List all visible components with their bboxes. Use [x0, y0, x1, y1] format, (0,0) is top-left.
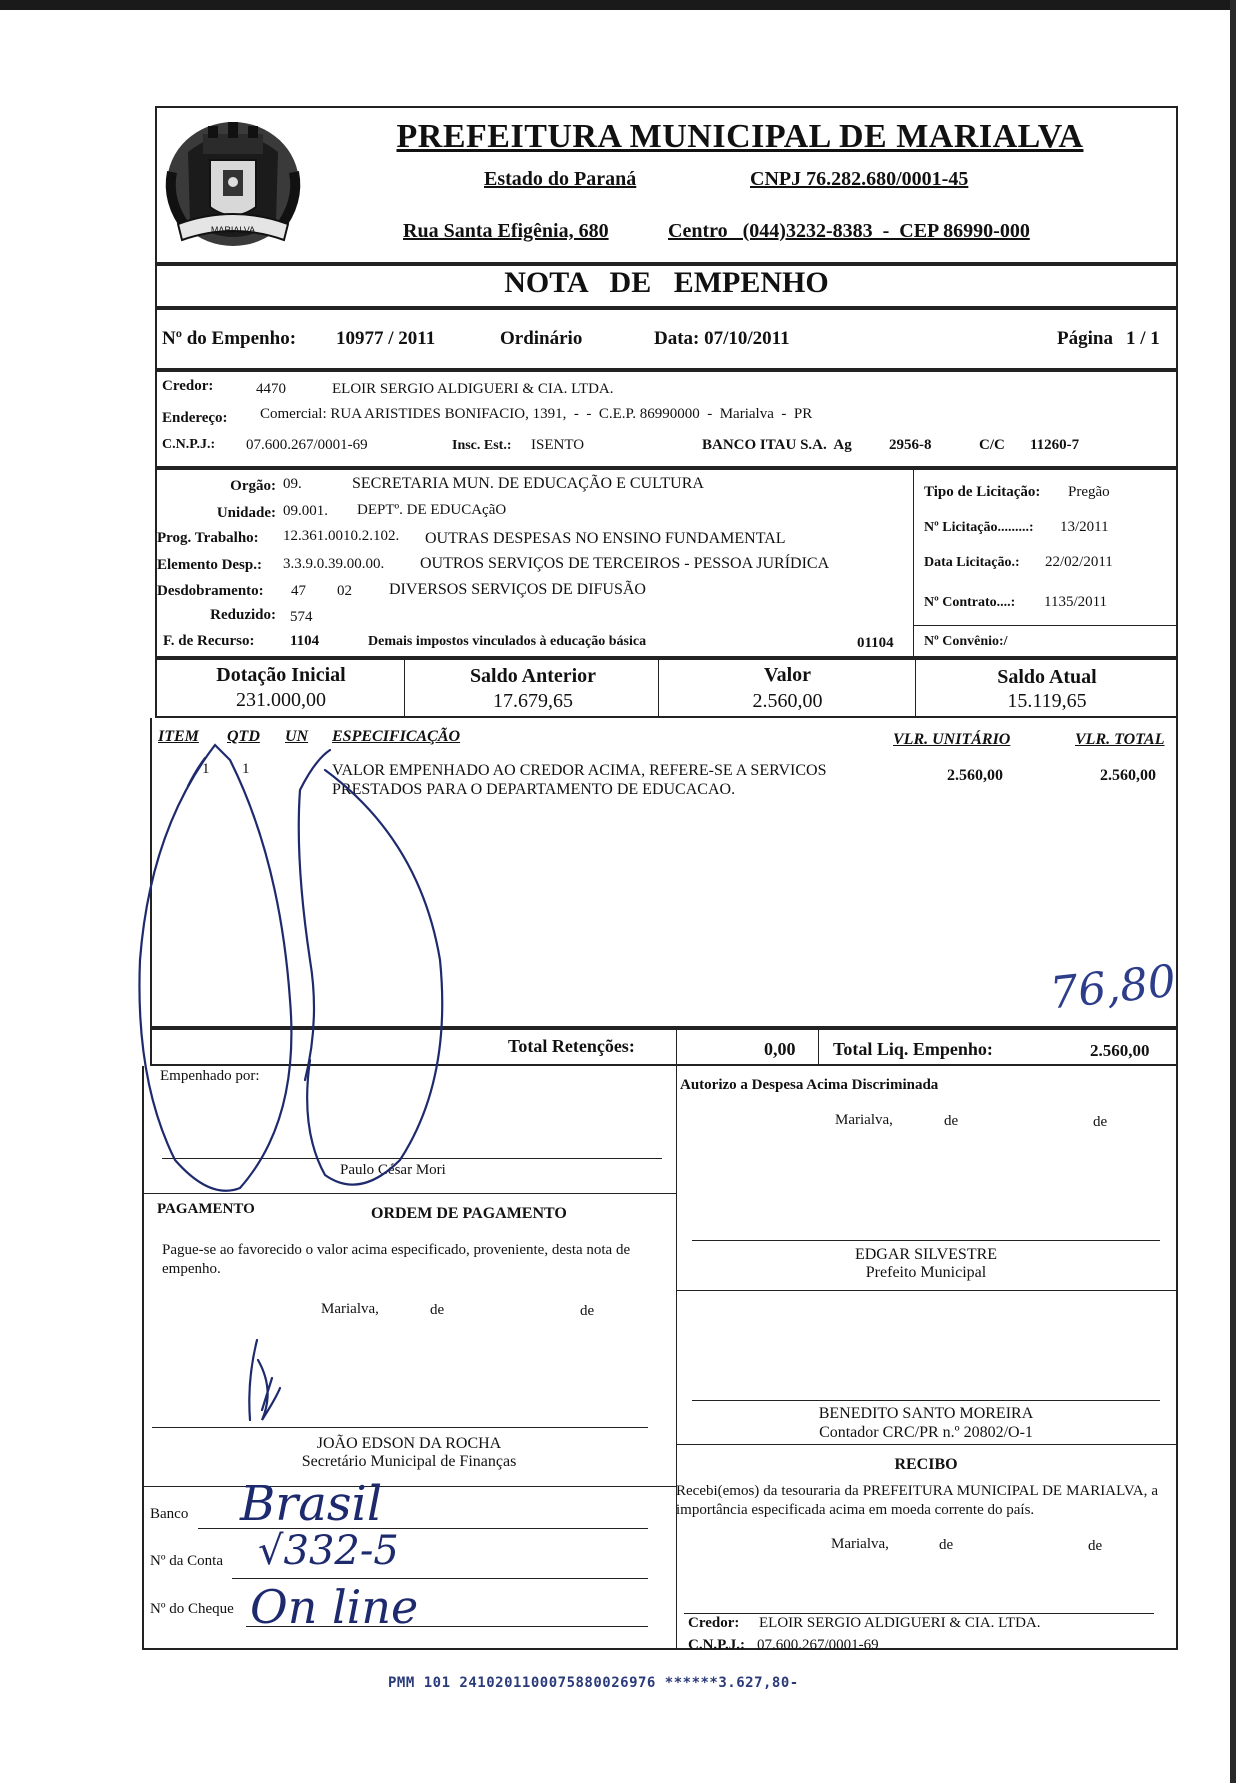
orgao-code: 09. [283, 476, 302, 492]
orgao-label: Orgão: [230, 478, 276, 494]
retencoes-label: Total Retenções: [508, 1036, 635, 1056]
elem-name: OUTROS SERVIÇOS DE TERCEIROS - PESSOA JURÍDICA [420, 555, 830, 572]
retencoes-value: 0,00 [764, 1039, 796, 1059]
banco-label: Banco [150, 1506, 189, 1522]
header-cnpj: CNPJ 76.282.680/0001-45 [750, 168, 969, 190]
elem-label: Elemento Desp.: [157, 557, 262, 573]
pagamento-de-2: de [580, 1303, 595, 1319]
item-number: 1 [202, 761, 210, 777]
header-phone-cep: Centro (044)3232-8383 - CEP 86990-000 [668, 220, 1030, 242]
col-unit-price: VLR. UNITÁRIO [893, 731, 1011, 748]
header-state: Estado do Paraná [484, 168, 637, 190]
recibo-text: Recebi(emos) da tesouraria da PREFEITURA MUNICIPAL DE MARIALVA, a importância especificada acima em moeda corrente do país. [676, 1483, 1158, 1518]
mayor-section-bottom [676, 1290, 1178, 1291]
unidade-name: DEPTº. DE EDUCAçãO [357, 502, 507, 518]
recibo-credor-label: Credor: [688, 1615, 740, 1631]
address-label: Endereço: [162, 410, 228, 426]
autorizo-de-1: de [944, 1113, 959, 1129]
empenhado-section-bottom [142, 1193, 676, 1194]
accountant-section-bottom [676, 1444, 1178, 1445]
pagamento-label: PAGAMENTO [157, 1201, 255, 1217]
autorizo-label: Autorizo a Despesa Acima Discriminada [680, 1077, 939, 1093]
item-qty: 1 [242, 761, 250, 777]
valor-value: 2.560,00 [752, 690, 823, 712]
recibo-title: RECIBO [894, 1456, 958, 1473]
page-number: 1 / 1 [1126, 328, 1160, 349]
cheque-value: On line [250, 1580, 419, 1634]
secretary-role: Secretário Municipal de Finanças [301, 1453, 517, 1470]
budget-divider [913, 468, 914, 658]
credor-code: 4470 [256, 381, 286, 397]
mayor-signature-line [692, 1240, 1160, 1241]
mayor-role: Prefeito Municipal [865, 1264, 987, 1281]
recibo-de-2: de [1088, 1538, 1103, 1554]
fonte-code: 1104 [290, 633, 320, 649]
prog-code: 12.361.0010.2.102. [283, 528, 400, 544]
desd-name: DIVERSOS SERVIÇOS DE DIFUSÃO [389, 581, 646, 598]
scan-right-edge [1230, 0, 1236, 1783]
saldo-divider-3 [915, 658, 916, 718]
fonte-name: Demais impostos vinculados à educação básica [368, 634, 647, 649]
header-street: Rua Santa Efigênia, 680 [403, 220, 609, 242]
empenho-date: Data: 07/10/2011 [654, 328, 790, 349]
header-title: PREFEITURA MUNICIPAL DE MARIALVA [396, 118, 1084, 155]
pagamento-place: Marialva, [321, 1301, 379, 1317]
reduzido-label: Reduzido: [210, 607, 276, 623]
dotacao-value: 231.000,00 [236, 689, 326, 711]
cc-value: 11260-7 [1030, 437, 1080, 453]
recibo-cnpj-label: C.N.P.J.: [688, 1637, 745, 1653]
desd-a: 47 [291, 583, 306, 599]
cheque-label: Nº do Cheque [150, 1601, 234, 1617]
bank-name: BANCO ITAU S.A. Ag [702, 437, 852, 453]
recibo-credor-name: ELOIR SERGIO ALDIGUERI & CIA. LTDA. [759, 1615, 1041, 1631]
empenhado-name: Paulo César Mori [340, 1162, 446, 1178]
empenho-type: Ordinário [500, 328, 583, 349]
page-label: Página [1057, 328, 1113, 349]
empenhado-label: Empenhado por: [160, 1068, 260, 1084]
banco-value: Brasil [240, 1476, 383, 1532]
pagamento-section-bottom [142, 1486, 676, 1487]
desd-b: 02 [337, 583, 352, 599]
item-unit-price: 2.560,00 [947, 767, 1003, 784]
mayor-name: EDGAR SILVESTRE [854, 1246, 998, 1263]
licitacao-data-value: 22/02/2011 [1045, 554, 1113, 570]
fonte-code-2: 01104 [857, 635, 894, 651]
saldo-divider-1 [404, 658, 405, 718]
saldo-anterior-label: Saldo Anterior [469, 665, 597, 687]
coat-of-arms-icon [158, 112, 308, 260]
saldo-atual-value: 15.119,65 [1007, 690, 1087, 712]
conta-line [232, 1578, 648, 1579]
autorizo-de-2: de [1093, 1114, 1108, 1130]
col-item: ITEM [158, 728, 199, 745]
cnpj-value: 07.600.267/0001-69 [246, 437, 368, 453]
dotacao-label: Dotação Inicial [216, 664, 346, 686]
totals-frame [150, 1028, 1178, 1066]
cnpj-label: C.N.P.J.: [162, 437, 216, 452]
recibo-de-1: de [939, 1537, 954, 1553]
col-spec: ESPECIFICAÇÃO [332, 728, 461, 745]
licitacao-tipo-value: Pregão [1068, 484, 1110, 500]
elem-code: 3.3.9.0.39.00.00. [283, 556, 385, 572]
liq-empenho-label: Total Liq. Empenho: [833, 1039, 993, 1059]
valor-label: Valor [763, 664, 812, 686]
cc-label: C/C [979, 437, 1005, 453]
convenio-label: Nº Convênio:/ [924, 634, 1008, 649]
item-total: 2.560,00 [1100, 767, 1156, 784]
item-spec-line-1: VALOR EMPENHADO AO CREDOR ACIMA, REFERE-SE A SERVICOS [332, 762, 827, 779]
item-spec-line-2: PRESTADOS PARA O DEPARTAMENTO DE EDUCACAO. [332, 781, 736, 798]
saldo-anterior-value: 17.679,65 [493, 690, 573, 712]
accountant-name: BENEDITO SANTO MOREIRA [818, 1405, 1034, 1422]
unidade-code: 09.001. [283, 503, 328, 519]
licitacao-num-value: 13/2011 [1060, 519, 1109, 535]
licitacao-num-label: Nº Licitação.........: [924, 520, 1034, 535]
credor-label: Credor: [162, 378, 214, 394]
pagamento-de-1: de [430, 1302, 445, 1318]
bank-agency: 2956-8 [889, 437, 932, 453]
reduzido-value: 574 [290, 609, 313, 625]
empenho-number: 10977 / 2011 [336, 328, 436, 349]
col-un: UN [285, 728, 309, 745]
secretary-signature-line [152, 1427, 648, 1428]
autorizo-place: Marialva, [835, 1112, 893, 1128]
conta-label: Nº da Conta [150, 1553, 223, 1569]
empenhado-signature-line [162, 1158, 662, 1159]
credor-name: ELOIR SERGIO ALDIGUERI & CIA. LTDA. [332, 381, 614, 397]
contrato-value: 1135/2011 [1044, 594, 1108, 610]
scan-top-edge [0, 0, 1236, 10]
accountant-role: Contador CRC/PR n.º 20802/O-1 [819, 1424, 1033, 1441]
insc-label: Insc. Est.: [452, 438, 512, 453]
saldo-atual-label: Saldo Atual [997, 666, 1097, 688]
totals-divider-2 [818, 1028, 819, 1066]
empenho-number-label: Nº do Empenho: [162, 328, 297, 349]
recibo-cnpj: 07.600.267/0001-69 [757, 1637, 879, 1653]
doc-title: NOTA DE EMPENHO [504, 266, 829, 299]
contrato-label: Nº Contrato....: [924, 595, 1016, 610]
secretary-name: JOÃO EDSON DA ROCHA [316, 1435, 502, 1452]
orgao-name: SECRETARIA MUN. DE EDUCAÇÃO E CULTURA [352, 475, 704, 492]
desd-label: Desdobramento: [157, 583, 264, 599]
col-total: VLR. TOTAL [1075, 731, 1165, 748]
prog-label: Prog. Trabalho: [157, 530, 259, 546]
totals-divider-1 [676, 1028, 677, 1066]
pagamento-title: ORDEM DE PAGAMENTO [371, 1205, 567, 1222]
conta-value: √332-5 [258, 1528, 399, 1574]
accountant-signature-line [692, 1400, 1160, 1401]
handwritten-note: 76,80 [1047, 955, 1179, 1020]
recibo-signature-line [684, 1613, 1154, 1614]
lower-divider [676, 1066, 677, 1650]
footer-code: PMM 101 2410201100075880026976 ******3.627,80- [388, 1675, 799, 1691]
saldo-divider-2 [658, 658, 659, 718]
licitacao-divider [913, 625, 1178, 626]
fonte-label: F. de Recurso: [163, 633, 255, 649]
col-qtd: QTD [227, 728, 260, 745]
unidade-label: Unidade: [216, 505, 276, 521]
licitacao-data-label: Data Licitação.: [924, 555, 1020, 570]
prog-name: OUTRAS DESPESAS NO ENSINO FUNDAMENTAL [425, 530, 786, 547]
liq-empenho-value: 2.560,00 [1090, 1041, 1150, 1060]
address-value: Comercial: RUA ARISTIDES BONIFACIO, 1391, - - C.E.P. 86990000 - Marialva - PR [260, 406, 813, 422]
recibo-place: Marialva, [831, 1536, 889, 1552]
svg-text:MARIALVA: MARIALVA [210, 225, 256, 235]
licitacao-tipo-label: Tipo de Licitação: [924, 484, 1041, 500]
insc-value: ISENTO [531, 437, 585, 453]
pagamento-text: Pague-se ao favorecido o valor acima especificado, proveniente, desta nota de empenho. [162, 1242, 631, 1277]
